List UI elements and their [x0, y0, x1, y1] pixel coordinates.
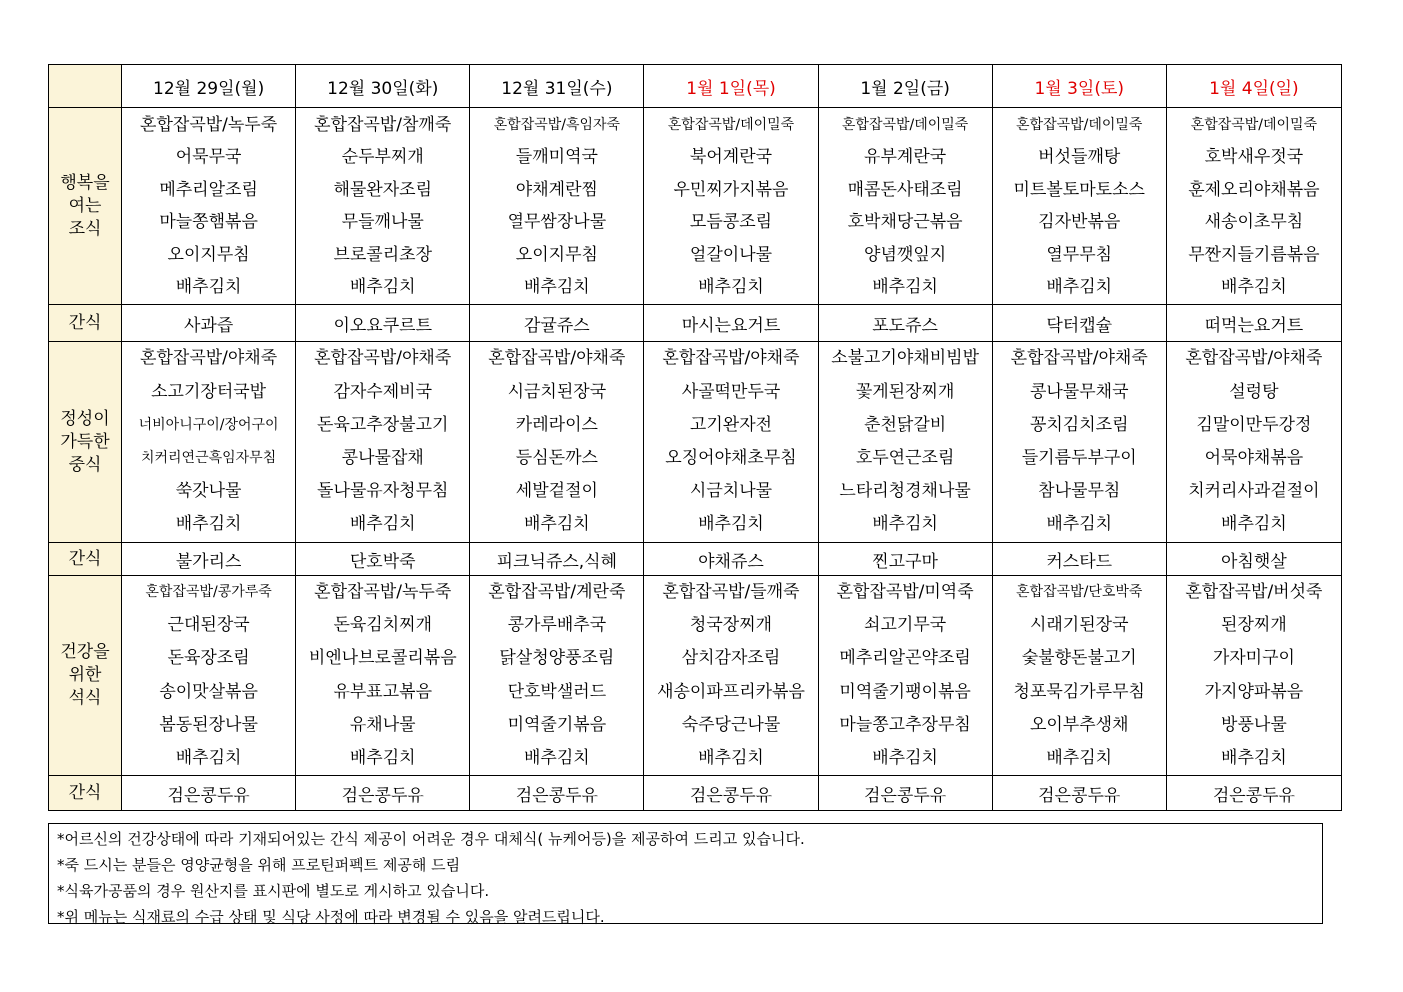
snack-cell: 포도쥬스 [818, 305, 992, 342]
dish-item: 배추김치 [698, 747, 764, 768]
day-header: 12월 30일(화) [296, 65, 470, 108]
dish-item: 쑥갓나물 [175, 481, 242, 502]
dish-item: 돈육장조림 [167, 648, 250, 669]
dish-item: 시금치나물 [689, 481, 773, 502]
dish-item: 북어계란국 [689, 147, 773, 167]
day-header: 12월 31일(수) [470, 65, 644, 108]
dish-item: 닭살청양풍조림 [499, 648, 615, 669]
dish-item: 배추김치 [1221, 747, 1287, 768]
note-line: *식육가공품의 경우 원산지를 표시판에 별도로 게시하고 있습니다. [57, 882, 490, 900]
dish-item: 등심돈까스 [515, 448, 598, 468]
menu-cell [1166, 108, 1341, 305]
dish-item: 너비아니구이/장어구이 [138, 416, 279, 433]
dish-item: 얼갈이나물 [689, 244, 773, 265]
row-label-snack: 간식 [49, 305, 122, 342]
dish-item: 혼합잡곡밥/녹두죽 [140, 114, 278, 135]
dish-item: 새송이파프리카볶음 [657, 681, 805, 702]
dish-item: 오징어야채초무침 [665, 448, 797, 468]
dish-item: 혼합잡곡밥/녹두죽 [314, 582, 452, 602]
dish-item: 오이지무침 [167, 244, 250, 265]
row-label-breakfast: 행복을 여는 조식 [49, 108, 122, 305]
dish-item: 배추김치 [698, 277, 764, 297]
menu-cell [1166, 342, 1341, 543]
dish-item: 소불고기야채비빔밥 [831, 348, 980, 369]
dish-item: 배추김치 [1046, 514, 1113, 535]
menu-cell [470, 576, 644, 776]
dish-item: 방풍나물 [1221, 714, 1287, 735]
snack-cell: 커스타드 [992, 543, 1166, 576]
snack-cell: 검은콩두유 [122, 776, 296, 811]
dish-item: 삼치감자조림 [681, 648, 781, 669]
snack-cell: 불가리스 [122, 543, 296, 576]
menu-cell [470, 108, 644, 305]
dish-item: 배추김치 [872, 277, 938, 297]
dish-item: 혼합잡곡밥/야채죽 [488, 348, 626, 369]
snack-cell: 검은콩두유 [644, 776, 818, 811]
dish-item: 소고기장터국밥 [151, 381, 267, 402]
dish-item: 김말이만두강정 [1196, 414, 1312, 435]
dish-item: 유부계란국 [864, 147, 947, 167]
dish-item: 춘천닭갈비 [864, 414, 947, 435]
menu-cell [1166, 576, 1341, 776]
dish-item: 배추김치 [524, 747, 590, 768]
dish-item: 배추김치 [175, 514, 242, 535]
dish-item: 배추김치 [872, 747, 938, 768]
dish-item: 열무무침 [1046, 244, 1113, 265]
dish-item: 들깨미역국 [515, 147, 598, 167]
dish-item: 배추김치 [524, 277, 590, 297]
snack-cell: 검은콩두유 [992, 776, 1166, 811]
dish-item: 유채나물 [349, 714, 416, 735]
dish-item: 혼합잡곡밥/야채죽 [662, 348, 800, 369]
dish-item: 혼합잡곡밥/흑임자죽 [493, 116, 621, 133]
dish-item: 어묵야채볶음 [1204, 448, 1304, 468]
dish-item: 배추김치 [175, 277, 242, 297]
menu-cell [296, 108, 470, 305]
menu-cell [818, 108, 992, 305]
dish-item: 메추리알곤약조림 [839, 648, 971, 669]
menu-cell [296, 576, 470, 776]
dish-item: 모듬콩조림 [689, 212, 773, 232]
dish-item: 무들깨나물 [341, 212, 424, 232]
dish-item: 송이맛살볶음 [159, 681, 258, 702]
snack-cell: 단호박죽 [296, 543, 470, 576]
dish-item: 비엔나브로콜리볶음 [308, 648, 457, 669]
dish-item: 배추김치 [349, 747, 416, 768]
dish-item: 호박새우젓국 [1204, 147, 1304, 167]
dish-item: 혼합잡곡밥/계란죽 [488, 582, 626, 602]
snack-cell: 야채쥬스 [644, 543, 818, 576]
note-line: *죽 드시는 분들은 영양균형을 위해 프로틴퍼펙트 제공해 드림 [57, 856, 461, 874]
dish-item: 미역줄기볶음 [507, 714, 607, 735]
dish-item: 청포묵김가루무침 [1013, 681, 1145, 702]
menu-cell [992, 108, 1166, 305]
dish-item: 혼합잡곡밥/버섯죽 [1185, 582, 1323, 602]
dish-item: 야채계란찜 [515, 179, 598, 200]
dish-item: 버섯들깨탕 [1038, 147, 1121, 167]
dish-item: 배추김치 [349, 277, 416, 297]
dish-item: 배추김치 [1221, 277, 1287, 297]
dish-item: 단호박샐러드 [507, 681, 607, 702]
menu-cell [296, 342, 470, 543]
breakfast-row [49, 108, 1342, 305]
dish-item: 숙주당근나물 [681, 714, 781, 735]
dish-item: 배추김치 [1046, 277, 1113, 297]
dish-item: 배추김치 [698, 514, 764, 535]
day-header: 1월 1일(목) [644, 65, 818, 108]
dish-item: 치커리사과겉절이 [1188, 481, 1320, 502]
dish-item: 치커리연근흑임자무침 [140, 450, 277, 466]
dish-item: 콩나물무채국 [1029, 381, 1129, 402]
dish-item: 배추김치 [349, 514, 416, 535]
dish-item: 호박채당근볶음 [847, 212, 963, 232]
snack-row [49, 305, 1342, 342]
dish-item: 감자수제비국 [333, 381, 432, 402]
menu-cell [818, 576, 992, 776]
dish-item: 된장찌개 [1221, 615, 1287, 636]
dish-item: 마늘쫑햄볶음 [159, 212, 258, 232]
dish-item: 사골떡만두국 [681, 381, 781, 402]
snack-cell: 마시는요거트 [644, 305, 818, 342]
dish-item: 혼합잡곡밥/야채죽 [1010, 348, 1148, 369]
note-line: *어르신의 건강상태에 따라 기재되어있는 간식 제공이 어려운 경우 대체식( 뉴케어등)을 제공하여 드리고 있습니다. [57, 830, 805, 848]
dish-item: 돈육고추장불고기 [317, 414, 449, 435]
dish-item: 혼합잡곡밥/콩가루죽 [145, 584, 272, 600]
dish-item: 혼합잡곡밥/들깨죽 [662, 582, 800, 602]
dish-item: 어묵무국 [175, 147, 242, 167]
notes-box [48, 823, 1323, 924]
snack-cell: 검은콩두유 [1166, 776, 1341, 811]
dish-item: 시래기된장국 [1029, 615, 1129, 636]
snack-cell: 검은콩두유 [296, 776, 470, 811]
dish-item: 혼합잡곡밥/미역죽 [836, 582, 974, 602]
dish-item: 혼합잡곡밥/단호박죽 [1016, 584, 1143, 600]
row-label-snack: 간식 [49, 543, 122, 576]
dish-item: 혼합잡곡밥/데이밀죽 [667, 116, 795, 133]
dish-item: 고기완자전 [689, 414, 773, 435]
dish-item: 배추김치 [524, 514, 590, 535]
dish-item: 콩가루배추국 [507, 615, 607, 636]
row-label-snack: 간식 [49, 776, 122, 811]
dish-item: 새송이초무침 [1204, 212, 1304, 232]
snack-row [49, 543, 1342, 576]
dish-item: 순두부찌개 [341, 147, 424, 167]
dish-item: 혼합잡곡밥/참깨죽 [314, 114, 452, 135]
dish-item: 우민찌가지볶음 [673, 179, 789, 200]
snack-cell: 감귤쥬스 [470, 305, 644, 342]
snack-cell: 사과즙 [122, 305, 296, 342]
lunch-row [49, 342, 1342, 543]
dish-item: 가자미구이 [1212, 648, 1295, 669]
dish-item: 매콤돈사태조림 [847, 179, 963, 200]
snack-cell: 아침햇살 [1166, 543, 1341, 576]
dish-item: 돈육김치찌개 [333, 615, 432, 636]
day-header: 1월 3일(토) [992, 65, 1166, 108]
day-header: 1월 4일(일) [1166, 65, 1341, 108]
dish-item: 혼합잡곡밥/야채죽 [314, 348, 452, 369]
dish-item: 설렁탕 [1229, 381, 1279, 402]
dish-item: 브로콜리초장 [333, 244, 432, 265]
row-label-lunch: 정성이 가득한 중식 [49, 342, 122, 543]
menu-cell [644, 108, 818, 305]
dish-item: 콩나물잡채 [341, 448, 424, 468]
dish-item: 배추김치 [175, 747, 242, 768]
dish-item: 느타리청경채나물 [839, 481, 971, 502]
dish-item: 해물완자조림 [333, 179, 432, 200]
corner-cell [49, 65, 122, 108]
menu-cell [122, 108, 296, 305]
dish-item: 참나물무침 [1038, 481, 1121, 502]
header-row [49, 65, 1342, 108]
dish-item: 열무쌈장나물 [507, 212, 607, 232]
snack-cell: 떠먹는요거트 [1166, 305, 1341, 342]
menu-cell [818, 342, 992, 543]
day-header: 12월 29일(월) [122, 65, 296, 108]
snack-cell: 닥터캡슐 [992, 305, 1166, 342]
snack-cell: 이오요쿠르트 [296, 305, 470, 342]
menu-cell [470, 342, 644, 543]
snack-row [49, 776, 1342, 811]
menu-cell [992, 342, 1166, 543]
dish-item: 김자반볶음 [1038, 212, 1121, 232]
dish-item: 미역줄기팽이볶음 [839, 681, 971, 702]
menu-cell [122, 576, 296, 776]
dish-item: 카레라이스 [515, 414, 598, 435]
dish-item: 혼합잡곡밥/데이밀죽 [841, 116, 969, 133]
dish-item: 혼합잡곡밥/데이밀죽 [1016, 116, 1143, 133]
snack-cell: 검은콩두유 [470, 776, 644, 811]
dish-item: 들기름두부구이 [1021, 448, 1137, 468]
dish-item: 미트볼토마토소스 [1013, 179, 1145, 200]
row-label-dinner: 건강을 위한 석식 [49, 576, 122, 776]
dish-item: 가지양파볶음 [1204, 681, 1304, 702]
dish-item: 숯불향돈불고기 [1021, 648, 1137, 669]
snack-cell: 검은콩두유 [818, 776, 992, 811]
dish-item: 유부표고볶음 [333, 681, 432, 702]
dish-item: 배추김치 [1221, 514, 1287, 535]
dish-item: 무짠지들기름볶음 [1188, 244, 1320, 265]
dish-item: 훈제오리야채볶음 [1188, 179, 1320, 200]
dish-item: 청국장찌개 [689, 615, 773, 636]
menu-cell [644, 576, 818, 776]
dish-item: 혼합잡곡밥/야채죽 [1185, 348, 1323, 369]
dish-item: 오이지무침 [515, 244, 598, 265]
menu-cell [122, 342, 296, 543]
dish-item: 시금치된장국 [507, 381, 607, 402]
menu-cell [992, 576, 1166, 776]
dish-item: 양념깻잎지 [864, 244, 947, 265]
dish-item: 배추김치 [872, 514, 938, 535]
dish-item: 꽃게된장찌개 [855, 381, 955, 402]
snack-cell: 찐고구마 [818, 543, 992, 576]
dish-item: 배추김치 [1046, 747, 1113, 768]
day-header: 1월 2일(금) [818, 65, 992, 108]
dish-item: 꽁치김치조림 [1029, 414, 1129, 435]
dish-item: 마늘쫑고추장무침 [839, 714, 971, 735]
dinner-row [49, 576, 1342, 776]
note-line: *위 메뉴는 식재료의 수급 상태 및 식당 사정에 따라 변경될 수 있음을 알려드립니다. [57, 908, 605, 926]
dish-item: 오이부추생채 [1029, 714, 1129, 735]
menu-cell [644, 342, 818, 543]
dish-item: 근대된장국 [167, 615, 250, 636]
dish-item: 돌나물유자청무침 [317, 481, 449, 502]
dish-item: 세발겉절이 [515, 481, 598, 502]
dish-item: 메추리알조림 [159, 179, 258, 200]
weekly-menu-table [48, 64, 1342, 811]
dish-item: 호두연근조림 [855, 448, 955, 468]
dish-item: 쇠고기무국 [864, 615, 947, 636]
dish-item: 혼합잡곡밥/야채죽 [140, 348, 278, 369]
snack-cell: 피크닉쥬스,식혜 [470, 543, 644, 576]
dish-item: 혼합잡곡밥/데이밀죽 [1190, 116, 1318, 133]
dish-item: 봄동된장나물 [159, 714, 258, 735]
